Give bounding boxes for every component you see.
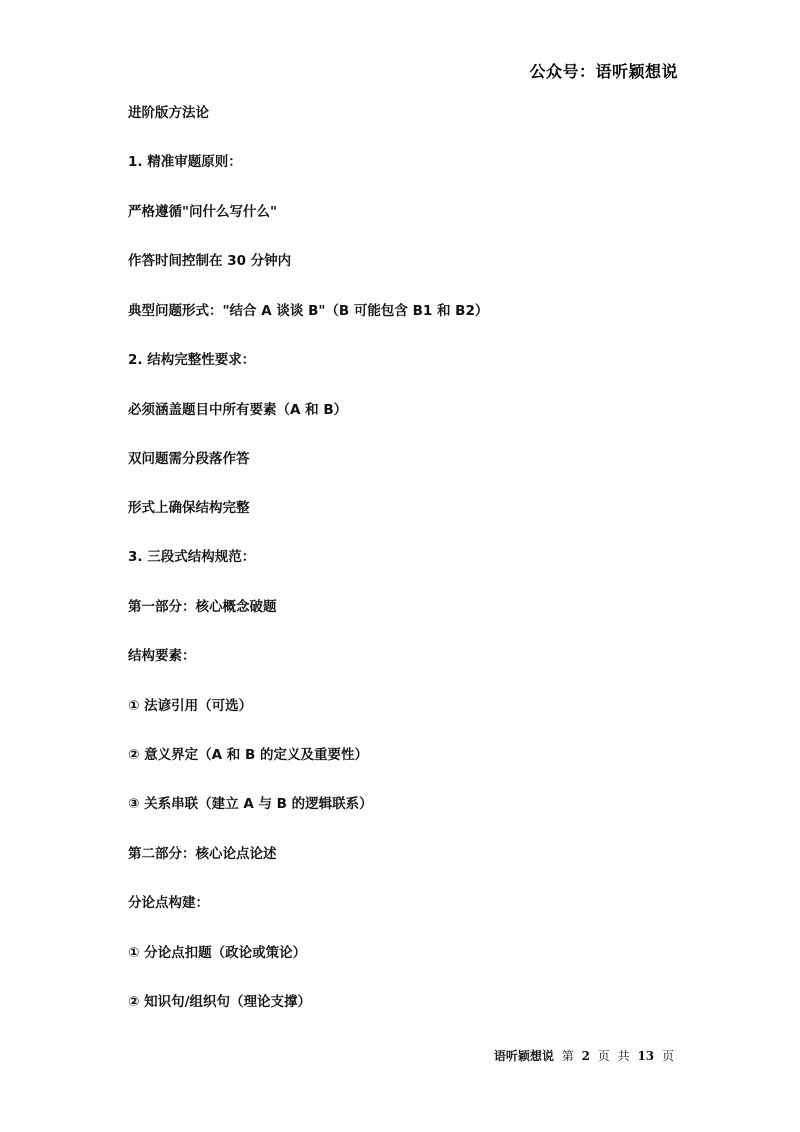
heading-1: 1. 精准审题原则： xyxy=(128,154,242,170)
text-line: 结构要素： xyxy=(128,648,196,664)
text-line: 必须涵盖题目中所有要素（A 和 B） xyxy=(128,402,348,418)
list-item: ② 知识句/组织句（理论支撑） xyxy=(128,994,312,1010)
heading-3: 3. 三段式结构规范： xyxy=(128,549,256,565)
text-line: 严格遵循"问什么写什么" xyxy=(128,204,278,220)
heading-2: 2. 结构完整性要求： xyxy=(128,352,256,368)
text-line: 第一部分：核心概念破题 xyxy=(128,599,277,615)
list-item: ① 分论点扣题（政论或策论） xyxy=(128,945,307,961)
text-line: 第二部分：核心论点论述 xyxy=(128,846,277,862)
footer-gong: 共 xyxy=(617,1049,630,1063)
text-line: 分论点构建： xyxy=(128,895,209,911)
footer-brand: 语听颖想说 xyxy=(493,1049,554,1063)
page-footer xyxy=(494,1047,678,1064)
text-line: 典型问题形式："结合 A 谈谈 B"（B 可能包含 B1 和 B2） xyxy=(128,303,489,319)
section-title: 进阶版方法论 xyxy=(128,105,209,121)
footer-ye: 页 xyxy=(597,1049,610,1063)
list-item: ② 意义界定（A 和 B 的定义及重要性） xyxy=(128,747,368,763)
text-line: 双问题需分段落作答 xyxy=(128,451,250,467)
text-line: 作答时间控制在 30 分钟内 xyxy=(128,253,292,269)
footer-di: 第 xyxy=(561,1049,574,1063)
footer-ye: 页 xyxy=(661,1049,674,1063)
list-item: ① 法谚引用（可选） xyxy=(128,698,253,714)
text-line: 形式上确保结构完整 xyxy=(128,500,250,516)
header-brand: 公众号：语听颖想说 xyxy=(529,62,678,81)
footer-page-number: 2 xyxy=(581,1049,590,1063)
list-item: ③ 关系串联（建立 A 与 B 的逻辑联系） xyxy=(128,796,373,812)
footer-total-pages: 13 xyxy=(637,1049,655,1063)
